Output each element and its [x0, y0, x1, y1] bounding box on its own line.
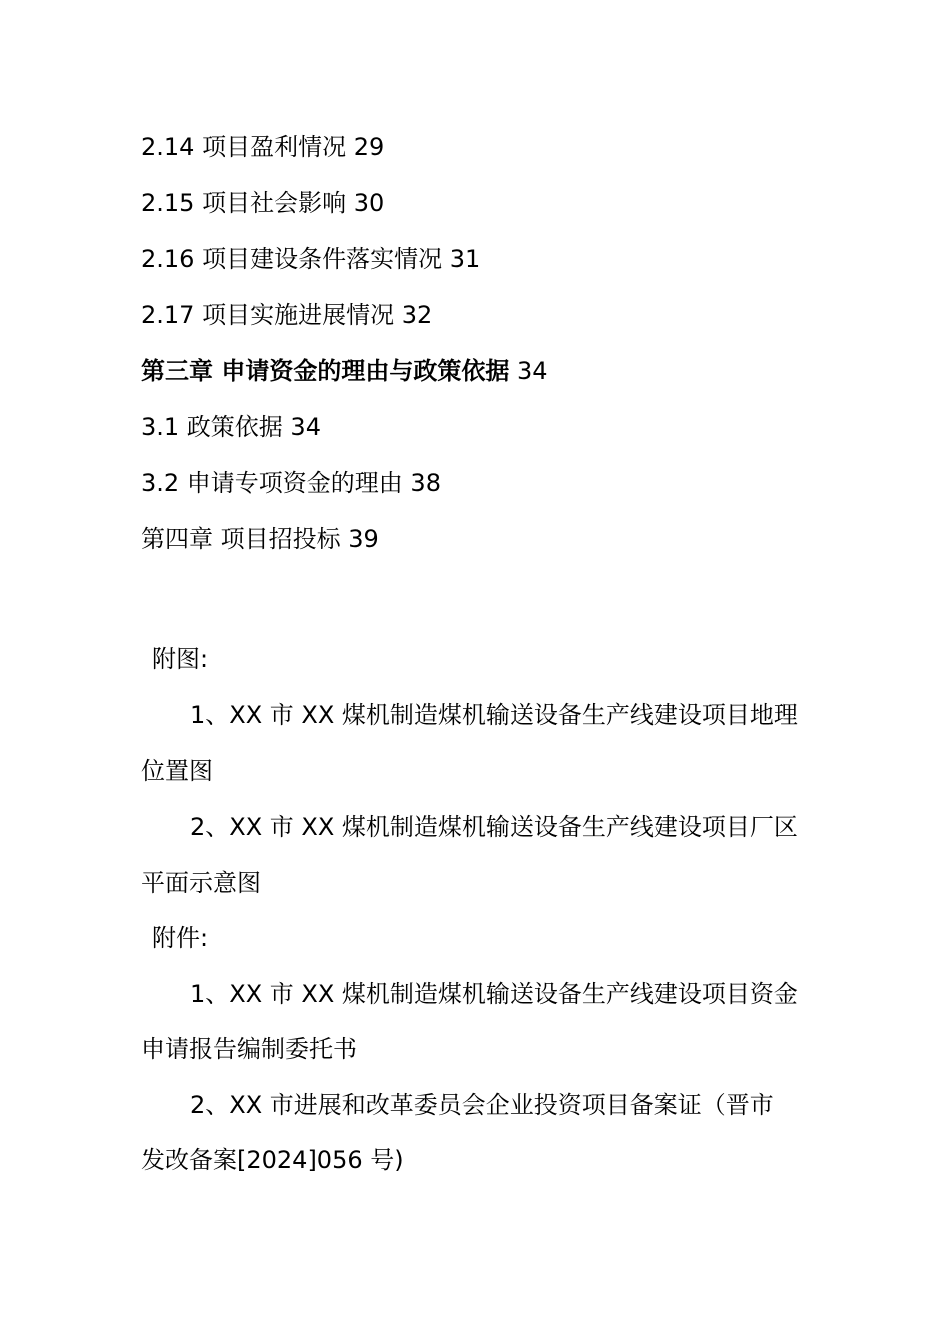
figure-item-1-line1: 1、XX 市 XX 煤机制造煤机输送设备生产线建设项目地理 — [190, 701, 798, 729]
attachment-item-1-line2: 申请报告编制委托书 — [141, 1035, 357, 1063]
attachment-item-1-line1: 1、XX 市 XX 煤机制造煤机输送设备生产线建设项目资金 — [190, 980, 798, 1008]
toc-chapter-3-page: 34 — [509, 357, 548, 385]
toc-entry-chapter-4: 第四章 项目招投标 39 — [141, 525, 379, 553]
toc-entry-2-17: 2.17 项目实施进展情况 32 — [141, 301, 433, 329]
attachments-label: 附件: — [152, 924, 209, 952]
toc-entry-3-2: 3.2 申请专项资金的理由 38 — [141, 469, 441, 497]
attachment-item-2-line1: 2、XX 市进展和改革委员会企业投资项目备案证（晋市 — [190, 1091, 774, 1119]
figures-label: 附图: — [152, 645, 209, 673]
toc-entry-2-16: 2.16 项目建设条件落实情况 31 — [141, 245, 481, 273]
toc-entry-chapter-3 — [141, 357, 548, 385]
toc-entry-2-15: 2.15 项目社会影响 30 — [141, 189, 385, 217]
figure-item-1-line2: 位置图 — [141, 757, 213, 785]
toc-chapter-3-title: 第三章 申请资金的理由与政策依据 — [141, 357, 510, 385]
toc-entry-3-1: 3.1 政策依据 34 — [141, 413, 321, 441]
figure-item-2-line1: 2、XX 市 XX 煤机制造煤机输送设备生产线建设项目厂区 — [190, 813, 798, 841]
toc-entry-2-14: 2.14 项目盈利情况 29 — [141, 133, 385, 161]
attachment-item-2-line2: 发改备案[2024]056 号) — [141, 1146, 404, 1174]
figure-item-2-line2: 平面示意图 — [141, 869, 261, 897]
